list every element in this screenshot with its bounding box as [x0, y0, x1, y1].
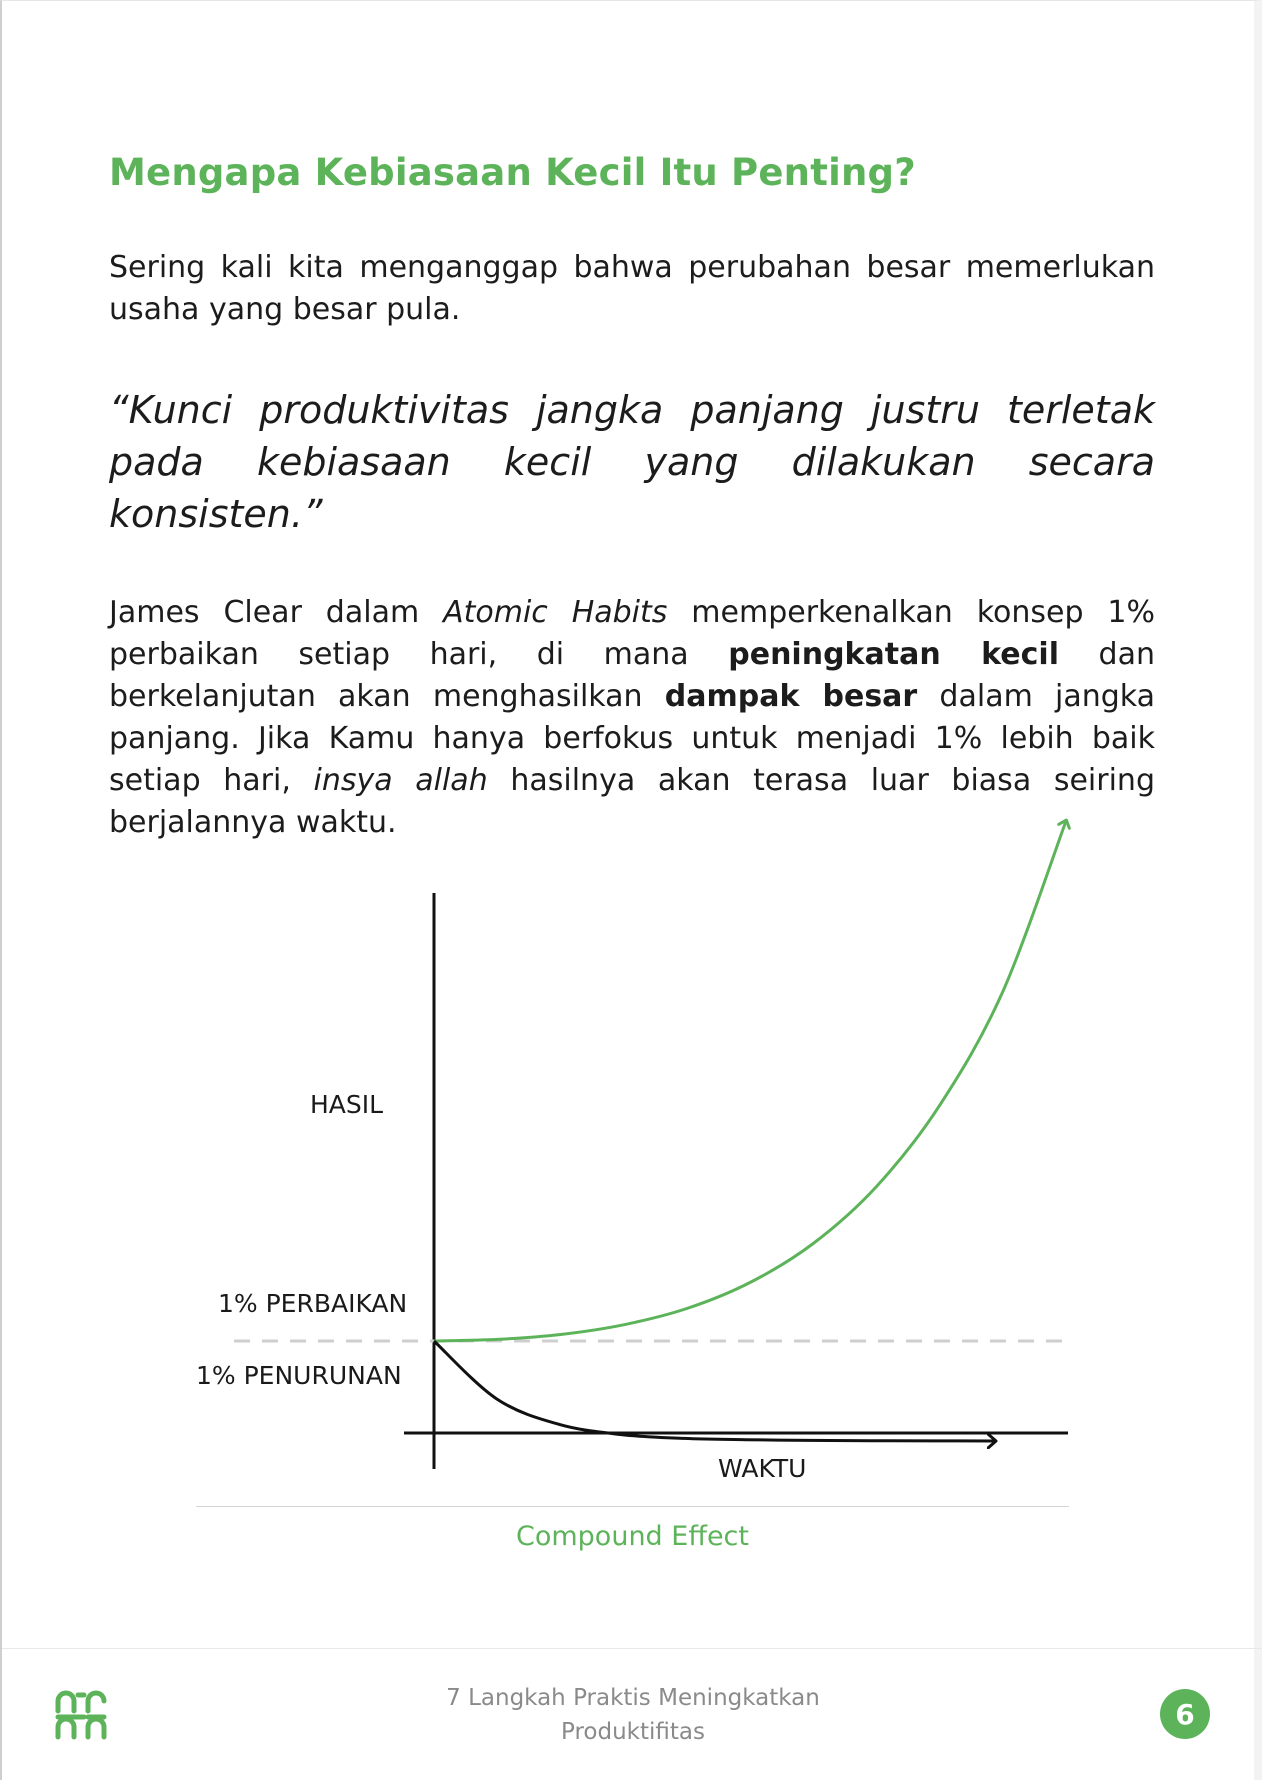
body-text: James Clear dalam [109, 595, 444, 630]
series-line-improvement [434, 821, 1066, 1341]
footer-divider [2, 1648, 1262, 1649]
footer-title-line: 7 Langkah Praktis Meningkatkan [446, 1685, 820, 1711]
bold-phrase: peningkatan kecil [728, 637, 1059, 672]
quote-paragraph: “Kunci produktivitas jangka panjang justru terletak pada kebiasaan kecil yang dilakukan secara konsisten.” [109, 388, 1155, 536]
decline-label: 1% PENURUNAN [196, 1361, 402, 1390]
intro-paragraph: Sering kali kita menganggap bahwa perubahan besar memerlukan usaha yang besar pula. [109, 250, 1155, 327]
brand-logo-icon [54, 1689, 108, 1743]
footer-document-title [382, 1681, 884, 1749]
section-heading: Mengapa Kebiasaan Kecil Itu Penting? [109, 151, 916, 194]
body-text: hasilnya akan terasa luar biasa seiring berjalannya waktu. [109, 763, 1155, 840]
x-axis-label: WAKTU [718, 1454, 807, 1483]
italic-phrase: insya allah [313, 763, 488, 798]
body-text: dan berkelanjutan akan menghasilkan [109, 637, 1156, 714]
body-text: dalam jangka panjang. Jika Kamu hanya berfokus untuk menjadi 1% lebih baik setiap hari, [109, 679, 1156, 798]
figure-caption: Compound Effect [516, 1521, 749, 1552]
footer-title-line: Produktifitas [561, 1719, 705, 1745]
compound-effect-chart [2, 1, 1262, 1501]
bold-phrase: dampak besar [664, 679, 918, 714]
series-line-decline [434, 1341, 996, 1441]
improvement-label: 1% PERBAIKAN [218, 1289, 408, 1318]
page-number-badge: 6 [1160, 1689, 1210, 1739]
y-axis-label: HASIL [310, 1090, 384, 1119]
body-text: memperkenalkan konsep 1% perbaikan setiap hari, di mana [109, 595, 1155, 672]
caption-divider [196, 1506, 1069, 1507]
book-title: Atomic Habits [443, 595, 668, 630]
